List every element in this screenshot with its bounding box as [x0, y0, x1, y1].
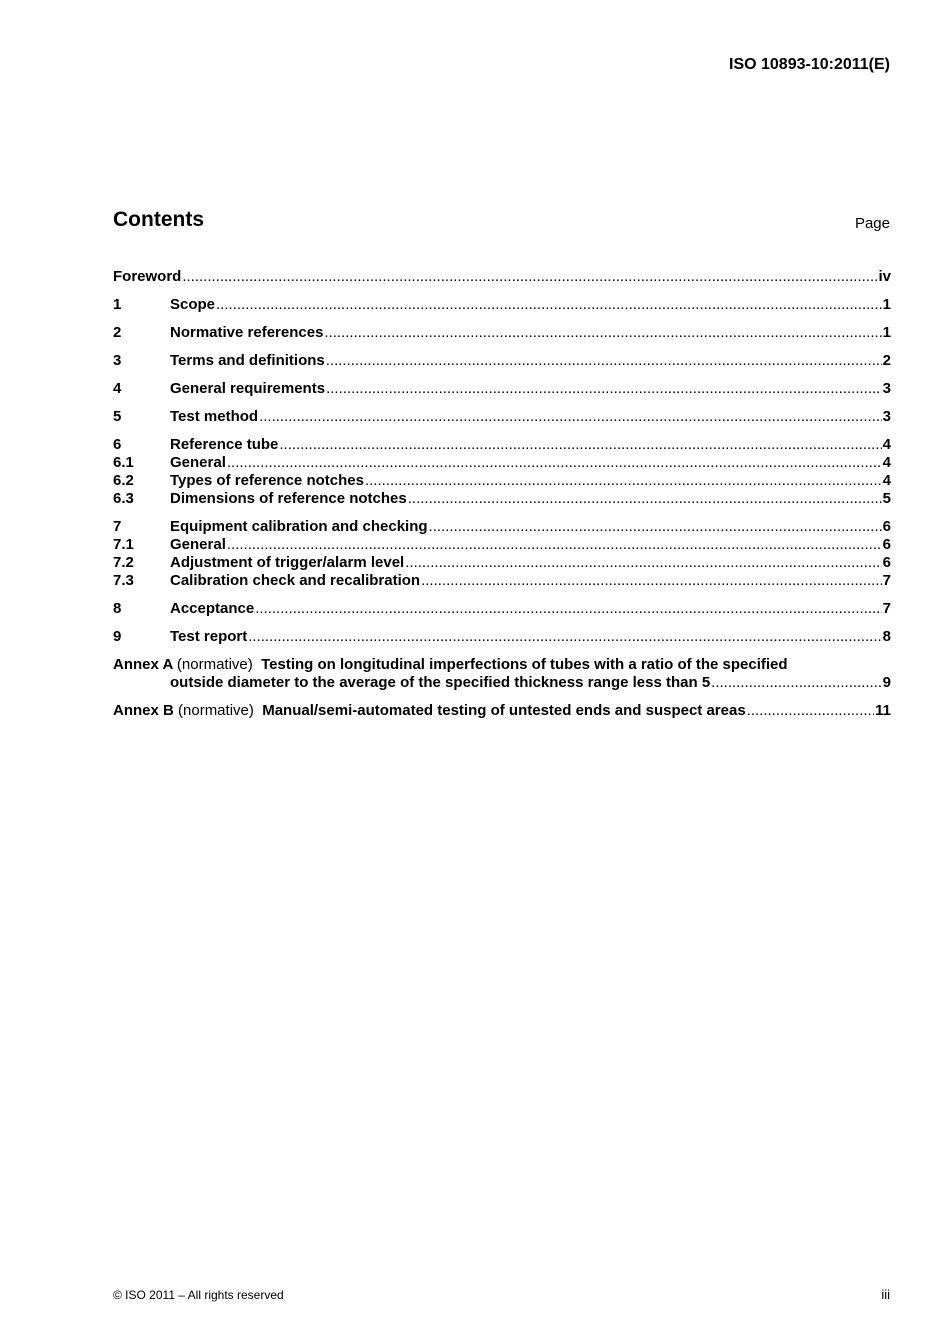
toc-entry-title: Test report [170, 628, 248, 645]
toc-entry-page: 4 [882, 472, 891, 489]
toc-entry-page: 4 [882, 436, 891, 453]
toc-entry-number: 7.3 [113, 572, 134, 589]
dot-leader [326, 352, 882, 370]
toc-entry-2[interactable] [113, 324, 891, 342]
dot-leader [227, 536, 882, 554]
toc-entry-7-3[interactable] [113, 572, 891, 590]
annex-title-line-2: outside diameter to the average of the specified thickness range less than 5 [170, 674, 711, 691]
document-id: ISO 10893-10:2011(E) [729, 56, 890, 73]
toc-entry-page: 3 [882, 380, 891, 397]
toc-entry-title: General [170, 536, 226, 553]
toc-entry-number: 5 [113, 408, 122, 425]
toc-entry-page: 2 [882, 352, 891, 369]
annex-title-line-1: Testing on longitudinal imperfections of tubes with a ratio of the specified [261, 656, 788, 673]
toc-entry-annex-b[interactable] [113, 702, 891, 720]
toc-entry-title: General requirements [170, 380, 326, 397]
toc-entry-6-1[interactable] [113, 454, 891, 472]
toc-entry-page: 9 [882, 674, 891, 691]
toc-entry-title: Adjustment of trigger/alarm level [170, 554, 405, 571]
toc-entry-title: Foreword [113, 268, 182, 285]
toc-entry-page: 6 [882, 536, 891, 553]
toc-entry-page: 1 [882, 324, 891, 341]
toc-entry-page: 6 [882, 554, 891, 571]
dot-leader [255, 600, 881, 618]
dot-leader [747, 702, 874, 720]
toc-entry-page: 5 [882, 490, 891, 507]
toc-entry-number: 2 [113, 324, 122, 341]
toc-entry-page: 11 [875, 702, 891, 719]
toc-entry-7-1[interactable] [113, 536, 891, 554]
toc-entry-6[interactable] [113, 436, 891, 454]
toc-entry-number: 9 [113, 628, 122, 645]
annex-title-line-1: Manual/semi-automated testing of untested ends and suspect areas [262, 702, 746, 719]
toc-entry-title: Equipment calibration and checking [170, 518, 428, 535]
toc-entry-title: General [170, 454, 226, 471]
table-of-contents [113, 268, 891, 720]
toc-entry-page: 3 [882, 408, 891, 425]
annex-type: (normative) [178, 702, 254, 719]
page-column-label: Page [854, 215, 890, 232]
toc-entry-6-3[interactable] [113, 490, 891, 508]
dot-leader [429, 518, 882, 536]
dot-leader [279, 436, 881, 454]
toc-entry-page: 8 [882, 628, 891, 645]
toc-entry-foreword[interactable] [113, 268, 891, 286]
toc-entry-title: Calibration check and recalibration [170, 572, 421, 589]
toc-entry-5[interactable] [113, 408, 891, 426]
dot-leader [259, 408, 882, 426]
toc-entry-title: Dimensions of reference notches [170, 490, 407, 507]
toc-entry-7[interactable] [113, 518, 891, 536]
dot-leader [421, 572, 882, 590]
copyright-notice: © ISO 2011 – All rights reserved [113, 1288, 284, 1302]
toc-entry-number: 6.2 [113, 472, 134, 489]
toc-entry-page: 7 [882, 572, 891, 589]
dot-leader [324, 324, 881, 342]
dot-leader [365, 472, 882, 490]
toc-entry-title: Acceptance [170, 600, 255, 617]
toc-entry-9[interactable] [113, 628, 891, 646]
dot-leader [216, 296, 882, 314]
annex-label: Annex A [113, 656, 173, 673]
annex-prefix [113, 656, 788, 674]
toc-entry-annex-a-cont[interactable] [113, 674, 891, 692]
toc-entry-number: 1 [113, 296, 122, 313]
toc-entry-page: 7 [882, 600, 891, 617]
toc-entry-title: Terms and definitions [170, 352, 325, 369]
toc-entry-number: 6.3 [113, 490, 134, 507]
dot-leader [408, 490, 882, 508]
toc-entry-title: Reference tube [170, 436, 279, 453]
toc-entry-7-2[interactable] [113, 554, 891, 572]
annex-prefix [113, 702, 746, 720]
toc-entry-number: 4 [113, 380, 122, 397]
dot-leader [248, 628, 881, 646]
dot-leader [182, 268, 877, 286]
toc-entry-page: iv [878, 268, 891, 285]
toc-entry-page: 6 [882, 518, 891, 535]
toc-entry-number: 6 [113, 436, 122, 453]
toc-entry-1[interactable] [113, 296, 891, 314]
toc-entry-number: 3 [113, 352, 122, 369]
toc-entry-title: Scope [170, 296, 216, 313]
toc-entry-number: 7 [113, 518, 122, 535]
toc-entry-annex-a[interactable] [113, 656, 891, 674]
annex-label: Annex B [113, 702, 174, 719]
toc-entry-title: Test method [170, 408, 259, 425]
toc-entry-number: 7.2 [113, 554, 134, 571]
toc-entry-4[interactable] [113, 380, 891, 398]
toc-entry-8[interactable] [113, 600, 891, 618]
toc-entry-number: 8 [113, 600, 122, 617]
page-number: iii [881, 1287, 890, 1302]
toc-entry-page: 4 [882, 454, 891, 471]
toc-entry-6-2[interactable] [113, 472, 891, 490]
dot-leader [326, 380, 882, 398]
toc-entry-title: Normative references [170, 324, 324, 341]
toc-entry-title: Types of reference notches [170, 472, 364, 489]
dot-leader [711, 674, 881, 692]
dot-leader [227, 454, 882, 472]
page-title: Contents [113, 208, 204, 231]
toc-entry-3[interactable] [113, 352, 891, 370]
toc-entry-number: 6.1 [113, 454, 134, 471]
annex-type: (normative) [176, 656, 253, 673]
toc-entry-number: 7.1 [113, 536, 134, 553]
dot-leader [405, 554, 881, 572]
toc-entry-page: 1 [882, 296, 891, 313]
